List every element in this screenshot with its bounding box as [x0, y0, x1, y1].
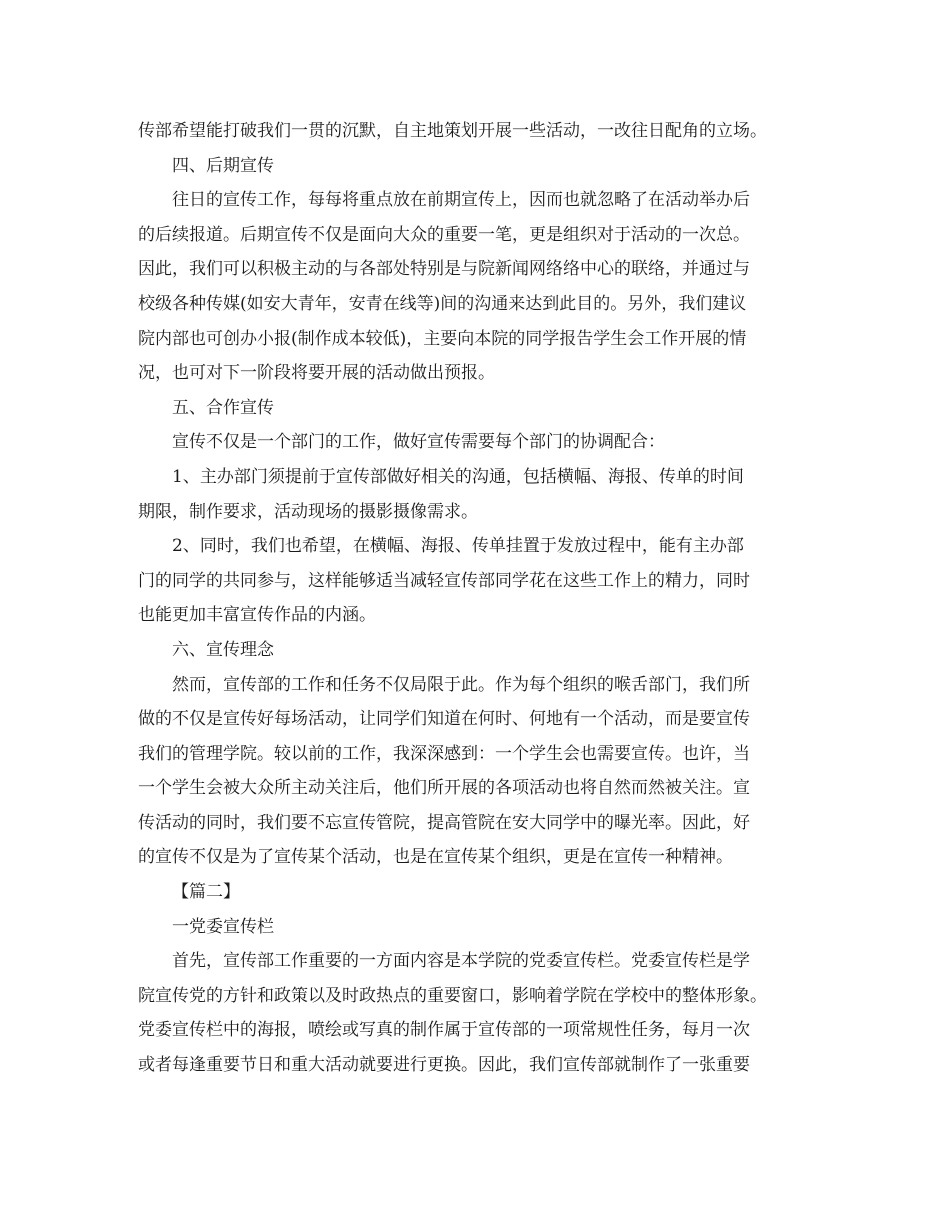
text-line: 1、主办部门须提前于宣传部做好相关的沟通，包括横幅、海报、传单的时间 [172, 466, 744, 487]
text-line: 院宣传党的方针和政策以及时政热点的重要窗口，影响着学院在学校中的整体形象。 [138, 985, 767, 1006]
text-line: 首先，宣传部工作重要的一方面内容是本学院的党委宣传栏。党委宣传栏是学 [172, 951, 750, 972]
text-line: 传部希望能打破我们一贯的沉默，自主地策划开展一些活动，一改往日配角的立场。 [138, 121, 767, 141]
text-line: 门的同学的共同参与，这样能够适当减轻宣传部同学花在这些工作上的精力，同时 [138, 570, 750, 591]
text-line: 院内部也可创办小报(制作成本较低)，主要向本院的同学报告学生会工作开展的情 [138, 328, 747, 349]
text-line: 的宣传不仅是为了宣传某个活动，也是在宣传某个组织，更是在宣传一种精神。 [138, 847, 733, 868]
text-line: 因此，我们可以积极主动的与各部处特别是与院新闻网络络中心的联络，并通过与 [138, 259, 750, 280]
text-line: 宣传不仅是一个部门的工作，做好宣传需要每个部门的协调配合： [172, 432, 665, 453]
text-line: 往日的宣传工作，每每将重点放在前期宣传上，因而也就忽略了在活动举办后 [172, 190, 750, 211]
text-line: 党委宣传栏中的海报，喷绘或写真的制作属于宣传部的一项常规性任务，每月一次 [138, 1020, 750, 1041]
text-line: 况，也可对下一阶段将要开展的活动做出预报。 [138, 363, 495, 384]
text-line: 的后续报道。后期宣传不仅是面向大众的重要一笔，更是组织对于活动的一次总。 [138, 224, 750, 245]
text-line: 一个学生会被大众所主动关注后，他们所开展的各项活动也将自然而然被关注。宣 [138, 778, 750, 799]
text-line: 然而，宣传部的工作和任务不仅局限于此。作为每个组织的喉舌部门，我们所 [172, 674, 750, 695]
text-line: 六、宣传理念 [172, 639, 274, 660]
text-line: 五、合作宣传 [172, 397, 274, 418]
text-line: 期限，制作要求，活动现场的摄影摄像需求。 [138, 501, 478, 522]
text-line: 【篇二】 [172, 882, 240, 903]
text-line: 我们的管理学院。较以前的工作，我深深感到：一个学生会也需要宣传。也许，当 [138, 743, 750, 764]
text-line: 2、同时，我们也希望，在横幅、海报、传单挂置于发放过程中，能有主办部 [172, 536, 744, 557]
document-body [138, 114, 818, 1083]
text-line: 校级各种传媒(如安大青年，安青在线等)间的沟通来达到此目的。另外，我们建议 [138, 293, 747, 314]
text-line: 一党委宣传栏 [172, 916, 274, 937]
text-line: 做的不仅是宣传好每场活动，让同学们知道在何时、何地有一个活动，而是要宣传 [138, 709, 750, 730]
text-line: 四、后期宣传 [172, 155, 274, 176]
text-line: 也能更加丰富宣传作品的内涵。 [138, 605, 376, 626]
text-line: 或者每逢重要节日和重大活动就要进行更换。因此，我们宣传部就制作了一张重要 [138, 1055, 750, 1076]
text-line: 传活动的同时，我们要不忘宣传管院，提高管院在安大同学中的曝光率。因此，好 [138, 812, 750, 833]
